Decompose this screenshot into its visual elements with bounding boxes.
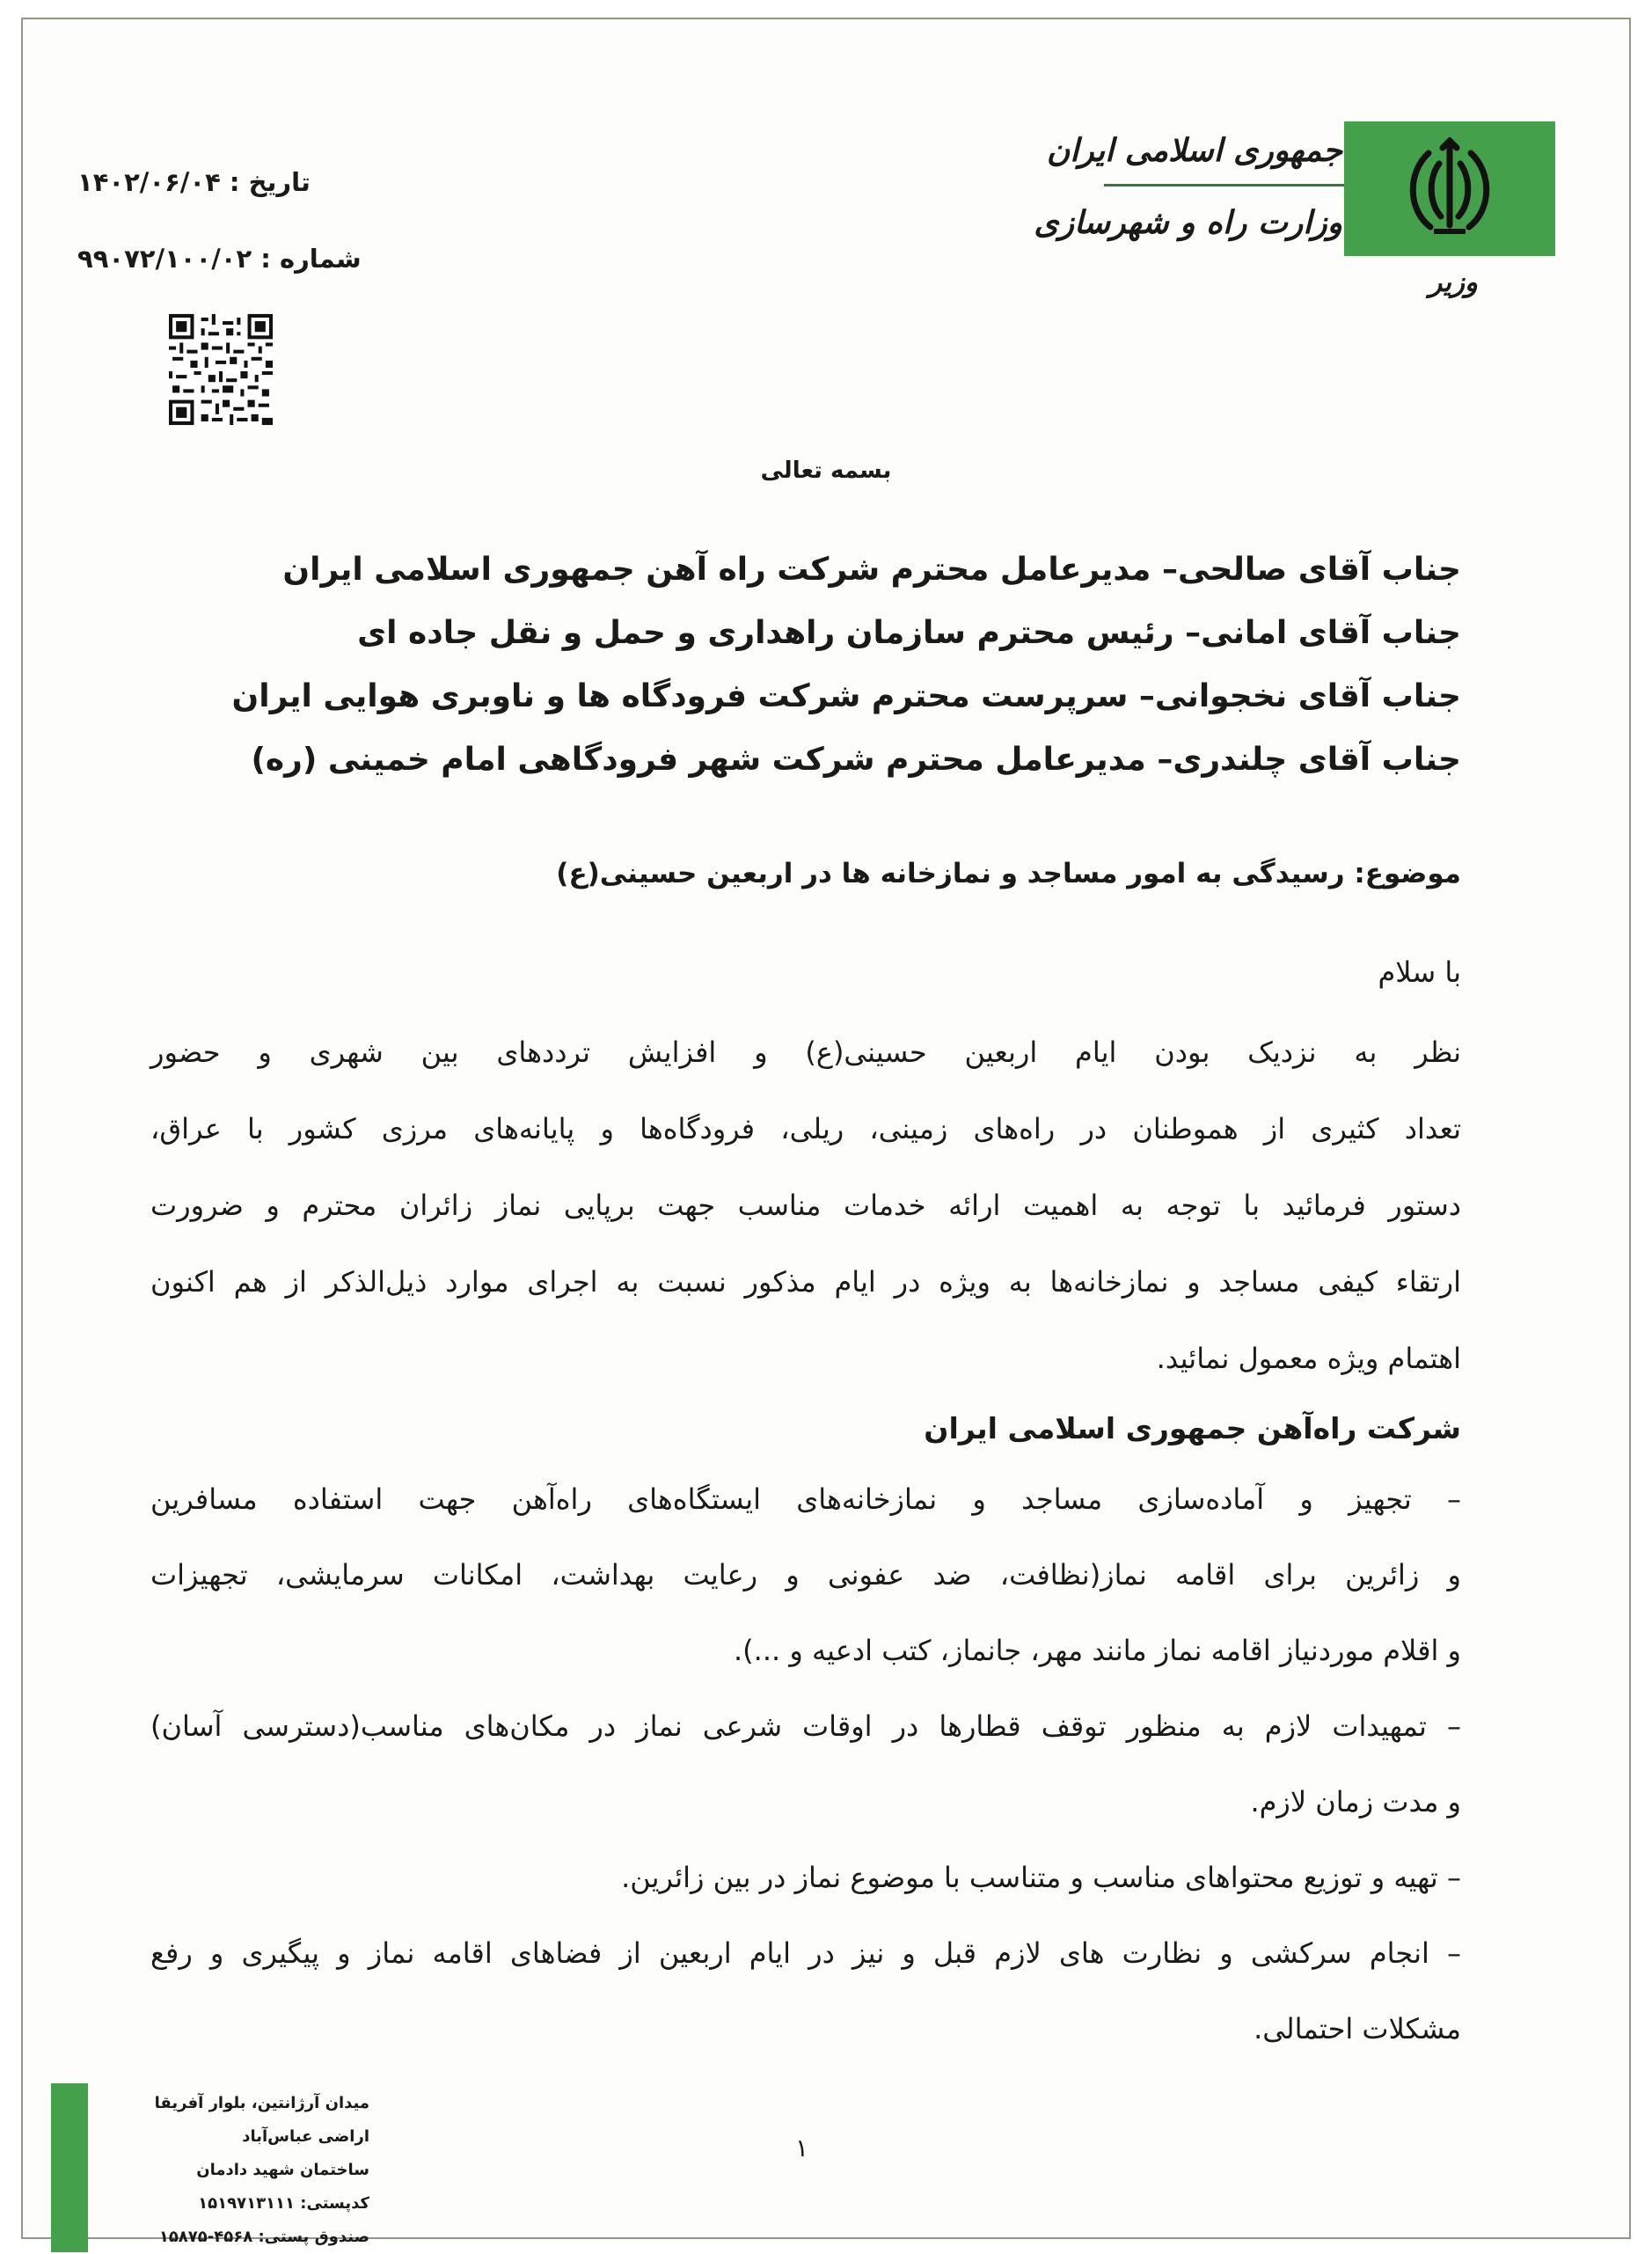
country-name: جمهوری اسلامی ایران [1046, 132, 1342, 169]
item-line: و زائرین برای اقامه نماز(نظافت، ضد عفونی و رعایت بهداشت، امکانات سرمایشی، تجهیزات [150, 1558, 1461, 1592]
address-accent-bar [51, 2083, 88, 2252]
item-line: و مدت زمان لازم. [1250, 1785, 1461, 1819]
action-items [150, 1473, 1461, 2078]
greeting: با سلام [1378, 955, 1461, 989]
body-line: دستور فرمائید با توجه به اهمیت ارائه خدمات مناسب جهت برپایی نماز زائران محترم و ضرورت [150, 1189, 1461, 1222]
item-line: و اقلام موردنیاز اقامه نماز مانند مهر، جانماز، کتب ادعیه و ...). [734, 1634, 1461, 1667]
office-title: وزیر [1429, 267, 1478, 298]
item-line: مشکلات احتمالی. [1254, 2012, 1461, 2045]
body-paragraph [150, 1026, 1461, 1409]
page-number: ۱ [795, 2133, 809, 2163]
address-line: ساختمان شهید دادمان [196, 2161, 369, 2179]
address-line: میدان آرژانتین، بلوار آفریقا [154, 2094, 369, 2112]
item-line: – انجام سرکشی و نظارت های لازم قبل و نیز در ایام اربعین از فضاهای اقامه نماز و پیگیری و رفع [150, 1936, 1461, 1970]
ministry-address [106, 2087, 369, 2254]
recipient-line: جناب آقای چلندری– مدیرعامل محترم شرکت شهر فرودگاهی امام خمینی (ره) [251, 742, 1461, 778]
recipient-line: جناب آقای صالحی– مدیرعامل محترم شرکت راه آهن جمهوری اسلامی ایران [282, 552, 1461, 588]
letter-date: تاریخ : ۱۴۰۲/۰۶/۰۴ [77, 167, 311, 197]
subject-line: موضوع: رسیدگی به امور مساجد و نمازخانه ها در اربعین حسینی(ع) [556, 858, 1461, 889]
body-line: ارتقاء کیفی مساجد و نمازخانه‌ها به ویژه در ایام مذکور نسبت به اجرای موارد ذیل‌الذکر از هم اکنون [150, 1265, 1461, 1299]
recipient-line: جناب آقای امانی– رئیس محترم سازمان راهداری و حمل و نقل جاده ای [357, 615, 1461, 651]
item-line: – تهیه و توزیع محتواهای مناسب و متناسب با موضوع نماز در بین زائرین. [621, 1861, 1461, 1894]
allah-emblem-icon [1402, 137, 1497, 239]
recipient-line: جناب آقای نخجوانی– سرپرست محترم شرکت فرودگاه ها و ناوبری هوایی ایران [231, 678, 1461, 714]
item-line: – تمهیدات لازم به منظور توقف قطارها در اوقات شرعی نماز در مکان‌های مناسب(دسترسی آسان) [150, 1709, 1461, 1743]
ministry-name: وزارت راه و شهرسازی [1034, 204, 1342, 241]
iran-emblem [1344, 121, 1555, 256]
body-line: اهتمام ویژه معمول نمائید. [1156, 1342, 1461, 1375]
bismillah: بسمه تعالی [760, 457, 892, 484]
body-line: نظر به نزدیک بودن ایام اربعین حسینی(ع) و افزایش ترددهای بین شهری و حضور [150, 1036, 1461, 1069]
header-divider [1104, 184, 1344, 187]
letter-number: شماره : ۹۹۰۷۲/۱۰۰/۰۲ [77, 244, 362, 274]
company-heading: شرکت راه‌آهن جمهوری اسلامی ایران [924, 1411, 1461, 1445]
item-line: – تجهیز و آماده‌سازی مساجد و نمازخانه‌های ایستگاه‌های راه‌آهن جهت استفاده مسافرین [150, 1482, 1461, 1516]
address-line: صندوق پستی: ۴۵۶۸-۱۵۸۷۵ [158, 2228, 369, 2246]
address-line: کدپستی: ۱۵۱۹۷۱۳۱۱۱ [198, 2194, 369, 2213]
address-line: اراضی عباس‌آباد [242, 2127, 369, 2146]
recipients-block [186, 538, 1461, 792]
body-line: تعداد کثیری از هموطنان در راه‌های زمینی، ریلی، فرودگاه‌ها و پایانه‌های مرزی کشور با عراق، [150, 1112, 1461, 1145]
qr-code-icon [169, 313, 273, 426]
